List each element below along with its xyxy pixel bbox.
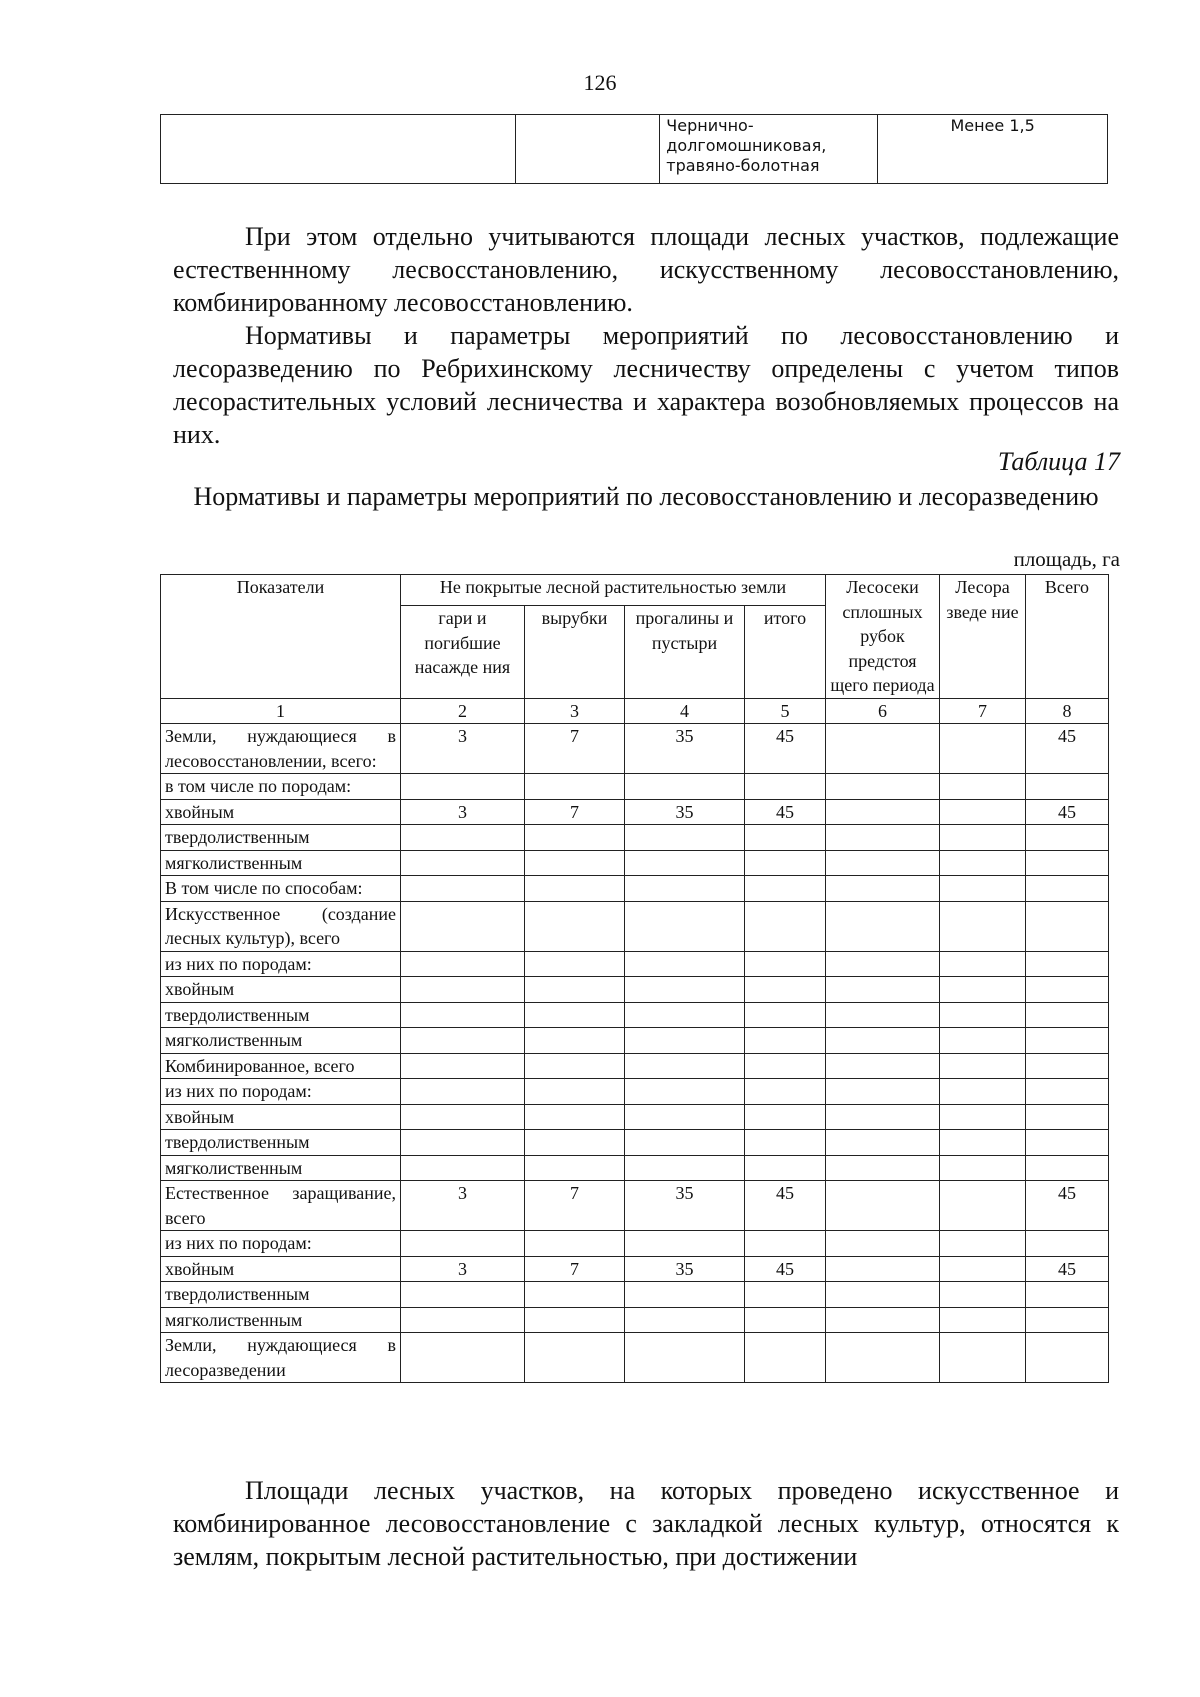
table-cell — [401, 1155, 525, 1181]
table-cell — [525, 901, 625, 951]
table-cell — [940, 850, 1026, 876]
table-cell — [1026, 825, 1109, 851]
table-cell — [625, 774, 745, 800]
table-cell — [940, 901, 1026, 951]
table-cell — [401, 1028, 525, 1054]
row-label: Комбинированное, всего — [161, 1053, 401, 1079]
table-cell — [625, 901, 745, 951]
table-cell — [625, 1282, 745, 1308]
table-cell — [940, 1181, 1026, 1231]
row-label: твердолиственным — [161, 825, 401, 851]
table-cell — [625, 951, 745, 977]
table-cell — [525, 1079, 625, 1105]
table-cell — [745, 1028, 826, 1054]
table-cell — [401, 876, 525, 902]
row-label: из них по породам: — [161, 1079, 401, 1105]
column-number-row — [161, 698, 1109, 724]
table-cell — [625, 1231, 745, 1257]
table-cell: 35 — [625, 799, 745, 825]
table-cell — [525, 1307, 625, 1333]
table-row — [161, 901, 1109, 951]
unit-label: площадь, га — [1013, 547, 1120, 571]
table-cell — [1026, 1079, 1109, 1105]
table-cell — [826, 1028, 940, 1054]
row-label: из них по породам: — [161, 1231, 401, 1257]
table-cell — [525, 1053, 625, 1079]
table-cell — [401, 951, 525, 977]
table-cell — [625, 1104, 745, 1130]
header-indicators: Показатели — [161, 575, 401, 699]
table-row — [161, 1307, 1109, 1333]
table-row — [161, 1155, 1109, 1181]
table-cell — [525, 1155, 625, 1181]
table-cell — [1026, 1028, 1109, 1054]
table-cell — [826, 951, 940, 977]
table-cell — [745, 1130, 826, 1156]
table-cell — [826, 1053, 940, 1079]
table-cell — [625, 850, 745, 876]
table-cell — [826, 774, 940, 800]
table-row — [161, 1130, 1109, 1156]
table-cell — [401, 1307, 525, 1333]
table-cell: 7 — [525, 1256, 625, 1282]
table-cell — [940, 977, 1026, 1003]
table-cell — [1026, 977, 1109, 1003]
row-label: мягколиственным — [161, 1155, 401, 1181]
table-cell — [1026, 1053, 1109, 1079]
paragraph-standards: Нормативы и параметры мероприятий по лесовосстановлению и лесоразведению по Ребрихинскому лесничеству определены с учетом типов лесорастительных условий лесничества и характера возобновляемых процессов на них. — [173, 321, 1119, 449]
table-cell — [401, 977, 525, 1003]
table-cell — [625, 1155, 745, 1181]
table-cell: 45 — [745, 799, 826, 825]
table-cell — [826, 724, 940, 774]
table-cell — [401, 1053, 525, 1079]
table-cell: 45 — [745, 1256, 826, 1282]
table-cell — [940, 1282, 1026, 1308]
table-cell — [745, 1002, 826, 1028]
table-cell — [525, 825, 625, 851]
table-cell — [525, 876, 625, 902]
table-cell — [745, 825, 826, 851]
page-number: 126 — [583, 70, 617, 95]
table-cell — [1026, 1231, 1109, 1257]
column-number: 5 — [745, 698, 826, 724]
header-afforestation: Лесора зведе ние — [940, 575, 1026, 699]
table-label: Таблица 17 — [997, 447, 1120, 476]
table-cell — [940, 1104, 1026, 1130]
table-cell — [745, 977, 826, 1003]
row-label: мягколиственным — [161, 850, 401, 876]
column-number: 1 — [161, 698, 401, 724]
table-cell — [1026, 901, 1109, 951]
table-cell — [625, 1130, 745, 1156]
table-cell — [940, 1256, 1026, 1282]
table-cell — [625, 1053, 745, 1079]
column-number: 8 — [1026, 698, 1109, 724]
table-cell — [1026, 876, 1109, 902]
table-cell — [161, 115, 516, 184]
table-cell — [940, 1002, 1026, 1028]
table-cell — [1026, 1155, 1109, 1181]
table-cell — [1026, 774, 1109, 800]
column-number: 2 — [401, 698, 525, 724]
table-cell — [826, 1256, 940, 1282]
table-cell: 35 — [625, 1256, 745, 1282]
header-glades: прогалины и пустыри — [625, 606, 745, 698]
table-cell — [940, 1079, 1026, 1105]
table-cell — [940, 774, 1026, 800]
row-label: Земли, нуждающиеся в лесоразведении — [161, 1333, 401, 1383]
table-cell — [940, 1028, 1026, 1054]
table-cell: Менее 1,5 — [878, 115, 1108, 184]
table-cell — [625, 1079, 745, 1105]
table-cell — [745, 1231, 826, 1257]
row-label: из них по породам: — [161, 951, 401, 977]
table-cell — [525, 1130, 625, 1156]
row-label: хвойным — [161, 1104, 401, 1130]
table-cell — [826, 1104, 940, 1130]
header-subtotal: итого — [745, 606, 826, 698]
table-cell: 45 — [1026, 1181, 1109, 1231]
table-cell — [401, 901, 525, 951]
table-cell: 3 — [401, 799, 525, 825]
table-cell — [826, 1231, 940, 1257]
table-cell — [401, 1333, 525, 1383]
table-row — [161, 1256, 1109, 1282]
table-cell: 35 — [625, 1181, 745, 1231]
table-cell — [940, 951, 1026, 977]
table-cell — [745, 1307, 826, 1333]
table-cell — [745, 901, 826, 951]
table-cell — [826, 1002, 940, 1028]
table-cell — [525, 1028, 625, 1054]
table-cell — [826, 977, 940, 1003]
row-label: твердолиственным — [161, 1002, 401, 1028]
table-cell — [826, 799, 940, 825]
table-cell — [401, 825, 525, 851]
row-label: хвойным — [161, 1256, 401, 1282]
table-cell — [826, 1155, 940, 1181]
paragraph-bottom: Площади лесных участков, на которых проведено искусственное и комбинированное лесовосстановление с закладкой лесных культур, относятся к землям, покрытым лесной растительностью, при достижении — [173, 1476, 1119, 1571]
table-cell — [745, 1333, 826, 1383]
table-cell — [525, 951, 625, 977]
header-unforested: Не покрытые лесной растительностью земли — [401, 575, 826, 606]
table-cell — [525, 1231, 625, 1257]
table-row — [161, 876, 1109, 902]
table-cell — [826, 825, 940, 851]
table-cell — [525, 850, 625, 876]
table-cell — [625, 1002, 745, 1028]
table-cell — [1026, 1282, 1109, 1308]
table-cell — [401, 774, 525, 800]
table-cell — [745, 1155, 826, 1181]
table-cell — [401, 1282, 525, 1308]
table-row — [161, 825, 1109, 851]
row-label: хвойным — [161, 799, 401, 825]
table-row — [161, 1002, 1109, 1028]
reforestation-table — [160, 574, 1109, 1383]
table-cell: 35 — [625, 724, 745, 774]
table-cell — [940, 1231, 1026, 1257]
table-row — [161, 774, 1109, 800]
table-cell — [525, 1282, 625, 1308]
header-burned: гари и погибшие насажде ния — [401, 606, 525, 698]
table-cell — [1026, 951, 1109, 977]
table-cell — [1026, 1130, 1109, 1156]
table-cell — [940, 1053, 1026, 1079]
table-cell — [745, 1104, 826, 1130]
table-cell — [940, 724, 1026, 774]
table-cell — [1026, 850, 1109, 876]
header-cuttings: вырубки — [525, 606, 625, 698]
row-label: мягколиственным — [161, 1028, 401, 1054]
row-label: в том числе по породам: — [161, 774, 401, 800]
table-row — [161, 977, 1109, 1003]
column-number: 7 — [940, 698, 1026, 724]
table-cell — [401, 1130, 525, 1156]
table-cell — [826, 1079, 940, 1105]
table-cell — [826, 850, 940, 876]
table-cell — [826, 901, 940, 951]
table-cell — [826, 1282, 940, 1308]
table-cell — [826, 1333, 940, 1383]
table-cell — [745, 850, 826, 876]
table-cell — [1026, 1002, 1109, 1028]
table-row — [161, 724, 1109, 774]
header-row — [161, 575, 1109, 606]
table-cell — [940, 799, 1026, 825]
row-label: Искусственное (создание лесных культур), всего — [161, 901, 401, 951]
table-cell — [826, 1181, 940, 1231]
table-row — [161, 1282, 1109, 1308]
table-cell — [745, 774, 826, 800]
table-cell: 45 — [745, 724, 826, 774]
table-cell: 45 — [745, 1181, 826, 1231]
table-row — [161, 115, 1108, 184]
table-row — [161, 1079, 1109, 1105]
column-number: 4 — [625, 698, 745, 724]
table-cell — [826, 1130, 940, 1156]
table-cell — [940, 825, 1026, 851]
column-number: 6 — [826, 698, 940, 724]
row-label: мягколиственным — [161, 1307, 401, 1333]
table-cell: 7 — [525, 724, 625, 774]
table-cell — [525, 774, 625, 800]
table-cell — [745, 1053, 826, 1079]
table-cell — [1026, 1307, 1109, 1333]
table-cell — [525, 1002, 625, 1028]
table-row — [161, 850, 1109, 876]
table-cell: 45 — [1026, 1256, 1109, 1282]
table-row — [161, 799, 1109, 825]
header-total: Всего — [1026, 575, 1109, 699]
table-row — [161, 1333, 1109, 1383]
row-label: В том числе по способам: — [161, 876, 401, 902]
table-row — [161, 1104, 1109, 1130]
table-cell — [1026, 1333, 1109, 1383]
table-row — [161, 951, 1109, 977]
table-cell: 7 — [525, 799, 625, 825]
table-cell: 3 — [401, 1181, 525, 1231]
row-label: Земли, нуждающиеся в лесовосстановлении, всего: — [161, 724, 401, 774]
table-cell: 45 — [1026, 799, 1109, 825]
table-row — [161, 1231, 1109, 1257]
table-cell — [525, 1333, 625, 1383]
table-cell: 45 — [1026, 724, 1109, 774]
table-cell — [401, 850, 525, 876]
table-cell: Чернично-долгомошниковая, травяно-болотная — [660, 115, 878, 184]
table-row — [161, 1053, 1109, 1079]
table-cell — [525, 977, 625, 1003]
table-cell — [625, 1333, 745, 1383]
table-cell: 7 — [525, 1181, 625, 1231]
row-label: твердолиственным — [161, 1130, 401, 1156]
table-cell — [826, 876, 940, 902]
paragraph-accounting: При этом отдельно учитываются площади лесных участков, подлежащие естественнному лесвосстановлению, искусственному лесовосстановлению, комбинированному лесовосстановлению. — [173, 222, 1119, 317]
row-label: хвойным — [161, 977, 401, 1003]
table-cell — [826, 1307, 940, 1333]
table-cell — [625, 977, 745, 1003]
continuation-table — [160, 114, 1108, 184]
table-cell — [745, 1282, 826, 1308]
table-cell — [940, 1130, 1026, 1156]
table-cell — [625, 1307, 745, 1333]
table-cell — [401, 1079, 525, 1105]
column-number: 3 — [525, 698, 625, 724]
table-cell — [940, 1155, 1026, 1181]
table-title: Нормативы и параметры мероприятий по лесовосстановлению и лесоразведению — [193, 482, 1099, 511]
table-cell — [625, 1028, 745, 1054]
table-cell — [940, 876, 1026, 902]
table-cell — [401, 1002, 525, 1028]
table-cell — [940, 1307, 1026, 1333]
row-label: твердолиственным — [161, 1282, 401, 1308]
table-cell — [525, 1104, 625, 1130]
table-cell — [940, 1333, 1026, 1383]
table-cell — [625, 825, 745, 851]
header-clearcuts: Лесосеки сплошных рубок предстоя щего периода — [826, 575, 940, 699]
table-cell — [625, 876, 745, 902]
table-cell — [745, 876, 826, 902]
table-cell: 3 — [401, 1256, 525, 1282]
row-label: Естественное заращивание, всего — [161, 1181, 401, 1231]
table-cell — [1026, 1104, 1109, 1130]
table-row — [161, 1028, 1109, 1054]
table-cell — [745, 951, 826, 977]
table-cell — [745, 1079, 826, 1105]
table-row — [161, 1181, 1109, 1231]
table-cell: 3 — [401, 724, 525, 774]
table-cell — [401, 1231, 525, 1257]
table-cell — [401, 1104, 525, 1130]
table-cell — [516, 115, 660, 184]
